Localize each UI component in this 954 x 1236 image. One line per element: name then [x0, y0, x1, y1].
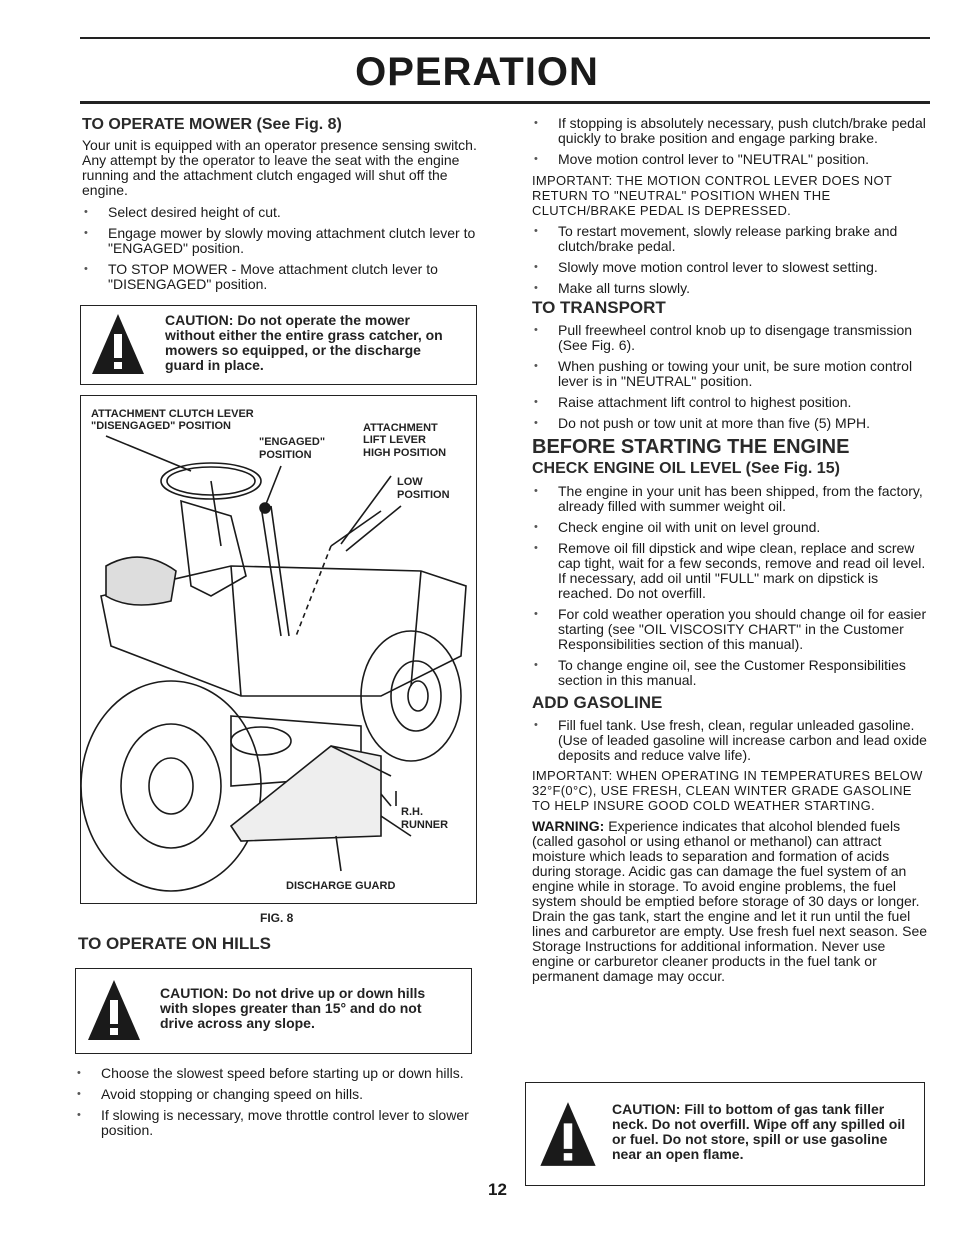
figure-label: "ENGAGED" — [259, 436, 326, 448]
heading-add-gasoline: ADD GASOLINE — [532, 693, 663, 712]
figure-label: ATTACHMENT — [363, 422, 438, 434]
list-item: • Choose the slowest speed before starting up or down hills. — [75, 1066, 473, 1081]
important-note-2: IMPORTANT: WHEN OPERATING IN TEMPERATURES BELOW 32°F(0°C), USE FRESH, CLEAN WINTER GRADE GASOLINE TO HELP INSURE GOOD COLD WEATHER STARTING. — [532, 768, 923, 813]
figure-label: ATTACHMENT CLUTCH LEVER — [91, 408, 254, 420]
list-item: • If stopping is absolutely necessary, push clutch/brake pedal quickly to brake position and engage parking brake. — [532, 116, 930, 146]
list-item: • Slowly move motion control lever to slowest setting. — [532, 260, 930, 275]
figure-label: LOW — [397, 476, 423, 488]
caution-text-mower: CAUTION: Do not operate the mower without either the entire grass catcher, on mowers so equipped, or the discharge guard in place. — [165, 312, 443, 373]
caution-text-hills: CAUTION: Do not drive up or down hills with slopes greater than 15° and do not drive across any slope. — [160, 985, 426, 1031]
warning-triangle-icon — [86, 978, 142, 1042]
heading-check-oil: CHECK ENGINE OIL LEVEL (See Fig. 15) — [532, 460, 840, 477]
right-column — [532, 116, 930, 984]
warning-label: WARNING: — [532, 818, 605, 834]
left-column-top — [82, 116, 480, 292]
list-item: • The engine in your unit has been shipped, from the factory, already filled with summer weight oil. — [532, 484, 930, 514]
hills-list — [75, 1066, 473, 1138]
heading-transport: TO TRANSPORT — [532, 298, 666, 317]
list-item: • Check engine oil with unit on level ground. — [532, 520, 930, 535]
figure-label: R.H. — [401, 806, 423, 818]
list-item: • Fill fuel tank. Use fresh, clean, regular unleaded gasoline. (Use of leaded gasoline will increase carbon and lead oxide deposits and reduce valve life). — [532, 718, 930, 763]
figure-label: POSITION — [259, 449, 312, 461]
mower-intro: Your unit is equipped with an operator presence sensing switch. Any attempt by the operator to leave the seat with the engine running and the attachment clutch engaged will shut off the engine. — [82, 137, 477, 198]
caution-text-gasoline: CAUTION: Fill to bottom of gas tank filler neck. Do not overfill. Wipe off any spilled oil or fuel. Do not store, spill or use gasoline near an open flame. — [612, 1101, 906, 1162]
list-item: • If slowing is necessary, move throttle control lever to slower position. — [75, 1108, 473, 1138]
figure-label: LIFT LEVER — [363, 434, 426, 446]
warning-paragraph — [532, 819, 930, 984]
heading-operate-mower: TO OPERATE MOWER (See Fig. 8) — [82, 116, 342, 133]
list-item: • Avoid stopping or changing speed on hills. — [75, 1087, 473, 1102]
warning-triangle-icon — [90, 312, 146, 376]
list-item: • Select desired height of cut. — [82, 205, 480, 220]
warning-text: Experience indicates that alcohol blended fuels (called gasohol or using ethanol or methanol) can attract moisture which leads to separation and formation of acids during storage. Acidic gas can damage the fuel system of an engine while in storage. To avoid engine problems, the fuel system should be emptied before storage of 30 days or longer. Drain the gas tank, start the engine and let it run until the fuel lines and carburetor are empty. Use fresh fuel next season. See Storage Instructions for additional information. Never use engine or carburetor cleaner products in the fuel tank or permanent damage may occur. — [532, 818, 928, 984]
list-item: • Engage mower by slowly moving attachment clutch lever to "ENGAGED" position. — [82, 226, 480, 256]
list-item: • For cold weather operation you should change oil for easier starting (see "OIL VISCOSITY CHART" in the Customer Responsibilities section of this manual). — [532, 607, 930, 652]
list-item: • When pushing or towing your unit, be sure motion control lever is in "NEUTRAL" position. — [532, 359, 930, 389]
figure-label: POSITION — [397, 489, 450, 501]
list-item: • To restart movement, slowly release parking brake and clutch/brake pedal. — [532, 224, 930, 254]
list-item: • TO STOP MOWER - Move attachment clutch lever to "DISENGAGED" position. — [82, 262, 480, 292]
figure-label: HIGH POSITION — [363, 447, 447, 459]
list-item: • To change engine oil, see the Customer Responsibilities section in this manual. — [532, 658, 930, 688]
warning-triangle-icon — [538, 1100, 598, 1168]
figure-8 — [80, 395, 477, 904]
list-item: • Do not push or tow unit at more than five (5) MPH. — [532, 416, 930, 431]
figure-label: "DISENGAGED" POSITION — [91, 420, 232, 432]
title-rule — [80, 101, 930, 104]
list-item: • Pull freewheel control knob up to disengage transmission (See Fig. 6). — [532, 323, 930, 353]
list-item: • Move motion control lever to "NEUTRAL" position. — [532, 152, 930, 167]
heading-hills-wrap — [78, 935, 476, 953]
heading-before-starting: BEFORE STARTING THE ENGINE — [532, 436, 850, 458]
heading-operate-hills: TO OPERATE ON HILLS — [78, 934, 271, 953]
figure-label: DISCHARGE GUARD — [286, 880, 396, 892]
top-rule — [80, 37, 930, 39]
page-title: OPERATION — [355, 50, 599, 94]
figure-label: RUNNER — [401, 819, 449, 831]
page-number: 12 — [488, 1180, 507, 1199]
list-item: • Make all turns slowly. — [532, 281, 930, 296]
figure-caption: FIG. 8 — [260, 911, 294, 925]
list-item: • Remove oil fill dipstick and wipe clean, replace and screw cap tight, wait for a few seconds, remove and read oil level. If necessary, add oil until "FULL" mark on dipstick is reached. Do not overfill. — [532, 541, 930, 601]
important-note-1: IMPORTANT: THE MOTION CONTROL LEVER DOES NOT RETURN TO "NEUTRAL" POSITION WHEN THE CLUTCH/BRAKE PEDAL IS DEPRESSED. — [532, 173, 892, 218]
list-item: • Raise attachment lift control to highest position. — [532, 395, 930, 410]
